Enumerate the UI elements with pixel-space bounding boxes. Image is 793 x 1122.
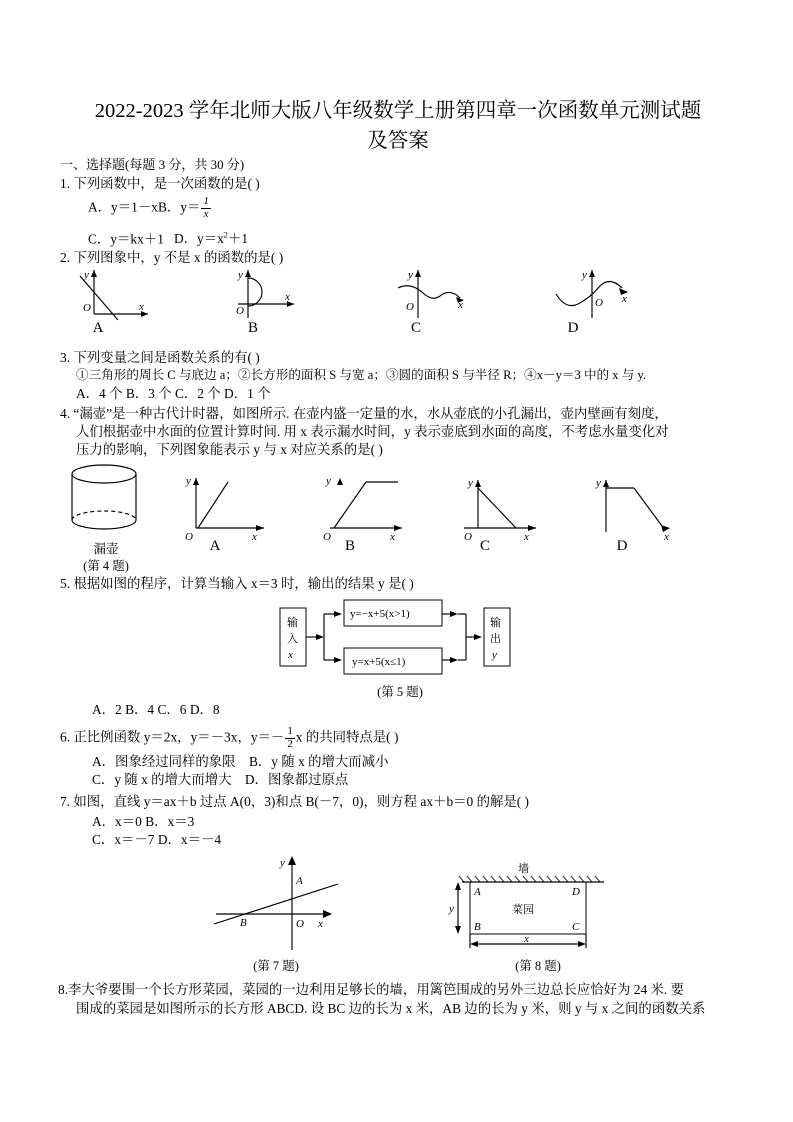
question-4-choice-c-label: C xyxy=(479,538,490,554)
question-8-line-2: 围成的菜园是如图所示的长方形 ABCD. 设 BC 边的长为 x 米，AB 边的长为 y 米，则 y 与 x 之间的函数关系 xyxy=(76,1001,706,1016)
origin-label-q4a: O xyxy=(185,531,193,543)
question-3-options: A．4 个 B．3 个 C．2 个 D．1 个 xyxy=(76,386,271,401)
x-axis-label-q7: x xyxy=(318,918,323,930)
fraction-one-half: $\frac{1}{2}$ xyxy=(287,725,293,750)
x-axis-label-d: x xyxy=(622,293,627,305)
flow-branch-top-formula: y=−x+5(x>1) xyxy=(350,608,410,620)
y-axis-label-a: y xyxy=(84,269,89,281)
flow-output-char-3: y xyxy=(492,649,497,661)
x-axis-label-q4a: x xyxy=(252,531,257,543)
origin-label-d: O xyxy=(595,297,603,309)
origin-label-a: O xyxy=(83,302,91,314)
section-heading: 一、选择题(每题 3 分，共 30 分) xyxy=(60,157,245,172)
question-1-option-c: C．y＝kx＋1 xyxy=(88,231,164,247)
fraction-one-over-x: $\frac{1}{x}$ xyxy=(203,195,209,220)
question-1-options-line-1 xyxy=(88,196,212,220)
y-axis-label-q4d: y xyxy=(596,477,601,489)
y-axis-label-q4b: y xyxy=(326,475,331,487)
question-5-text: 根据如图的程序，计算当输入 x＝3 时，输出的结果 y 是( ) xyxy=(73,576,414,591)
point-b-label: B xyxy=(240,917,247,929)
title-line-2: 及答案 xyxy=(367,130,429,152)
corner-d-label: D xyxy=(572,886,580,898)
garden-label: 菜园 xyxy=(512,904,534,916)
question-6-option-c: C．y 随 x 的增大而增大 xyxy=(92,772,232,787)
y-axis-label-d: y xyxy=(582,269,587,281)
origin-label-b: O xyxy=(236,305,244,317)
question-2-text: 下列图象中，y 不是 x 的函数的是( ) xyxy=(73,250,284,265)
question-1-option-b: B．y＝ xyxy=(157,199,201,215)
question-4-figure-d xyxy=(586,470,696,543)
question-4-figure-b xyxy=(310,470,420,543)
question-8-figure xyxy=(448,858,628,958)
x-axis-label-q4d: x xyxy=(664,531,669,543)
question-4-leakpot-figure xyxy=(62,462,152,542)
flow-input-char-3: x xyxy=(288,649,293,661)
origin-label-q7: O xyxy=(296,918,304,930)
question-2-choice-a-label: A xyxy=(92,320,104,336)
dimension-y-label: y xyxy=(449,903,454,915)
exponent-2: 2 xyxy=(223,231,228,240)
corner-a-label: A xyxy=(474,886,481,898)
question-8-number: 8. xyxy=(58,982,69,997)
page-title xyxy=(55,96,741,156)
question-3-text: 下列变量之间是函数关系的有( ) xyxy=(73,350,260,365)
question-6-text-pre: 正比例函数 y＝2x，y＝－3x，y＝－ xyxy=(73,729,285,745)
dimension-x-label: x xyxy=(524,933,529,945)
question-7-figure-caption: (第 7 题) xyxy=(253,959,299,973)
question-4-line-3: 压力的影响，下列图象能表示 y 与 x 对应关系的是( ) xyxy=(76,442,383,457)
question-8-text-1: 李大爷要围一个长方形菜园，菜园的一边利用足够长的墙，用篱笆围成的另外三边总长应恰好为 24 米. 要 xyxy=(68,982,685,997)
question-8-figure-caption: (第 8 题) xyxy=(515,959,561,973)
question-2-figure-b xyxy=(214,266,309,321)
question-1-number: 1. xyxy=(60,176,71,191)
question-5-flowchart xyxy=(276,598,526,676)
origin-label-q4c: O xyxy=(464,531,472,543)
question-4-figure-number: (第 4 题) xyxy=(83,559,129,573)
question-6-number: 6. xyxy=(60,729,71,745)
question-2-choice-d-label: D xyxy=(567,320,579,336)
question-2-choice-c-label: C xyxy=(410,320,421,336)
question-6-option-a: A．图象经过同样的象限 xyxy=(92,754,236,769)
question-6-option-d: D．图象都过原点 xyxy=(244,772,349,787)
y-axis-label-q4c: y xyxy=(468,477,473,489)
y-axis-label-q4a: y xyxy=(186,475,191,487)
origin-label-c: O xyxy=(406,301,414,313)
question-4-choice-a-label: A xyxy=(209,538,221,554)
question-2-number: 2. xyxy=(60,250,71,265)
question-3-number: 3. xyxy=(60,350,71,365)
question-5-options: A．2 B．4 C．6 D．8 xyxy=(92,702,220,717)
x-axis-label-q4b: x xyxy=(390,531,395,543)
question-7-stem xyxy=(60,792,529,811)
flow-output-char-2: 出 xyxy=(490,633,501,645)
flow-branch-bottom-formula: y=x+5(x≤1) xyxy=(352,656,406,668)
y-axis-label-b: y xyxy=(238,269,243,281)
question-5-stem xyxy=(60,574,414,593)
title-line-1: 2022-2023 学年北师大版八年级数学上册第四章一次函数单元测试题 xyxy=(94,100,702,122)
corner-c-label: C xyxy=(572,921,580,933)
y-axis-label-c: y xyxy=(408,269,413,281)
y-axis-label-q7: y xyxy=(280,857,285,869)
question-4-line-1 xyxy=(60,404,668,423)
question-4-leakpot-caption: 漏壶 xyxy=(93,542,119,556)
point-a-label: A xyxy=(296,875,303,887)
question-2-stem xyxy=(60,248,283,267)
question-7-options-line-2: C．x＝－7 D．x＝－4 xyxy=(92,832,222,847)
question-4-line-2: 人们根据壶中水面的位置计算时间. 用 x 表示漏水时间，y 表示壶底到水面的高度，不考虑水量变化对 xyxy=(76,424,669,439)
question-4-choice-d-label: D xyxy=(616,538,628,554)
question-6-text-post: x 的共同特点是( ) xyxy=(295,729,399,745)
question-5-figure-caption: (第 5 题) xyxy=(377,685,423,699)
question-8-line-1 xyxy=(58,980,684,999)
corner-b-label: B xyxy=(474,921,481,933)
x-axis-label-a: x xyxy=(139,301,144,313)
question-1-options-line-2 xyxy=(88,226,248,248)
question-1-stem xyxy=(60,174,260,193)
question-7-text: 如图，直线 y＝ax＋b 过点 A(0，3)和点 B(－7，0)，则方程 ax＋b＝0 的解是( ) xyxy=(73,794,530,809)
x-axis-label-q4c: x xyxy=(524,531,529,543)
question-7-figure xyxy=(196,852,356,957)
question-3-items: ①三角形的周长 C 与底边 a；②长方形的面积 S 与宽 a；③圆的面积 S 与半径 R；④x－y＝3 中的 x 与 y. xyxy=(76,368,647,382)
question-6-stem xyxy=(60,726,398,750)
question-4-figure-a xyxy=(172,470,282,543)
question-7-number: 7. xyxy=(60,794,71,809)
flow-output-char-1: 输 xyxy=(490,617,501,629)
x-axis-label-c: x xyxy=(458,299,463,311)
question-6-options-line-1 xyxy=(92,752,388,771)
question-1-option-a: A．y＝1－x xyxy=(88,199,158,215)
question-4-number: 4. xyxy=(60,406,71,421)
question-6-option-b: B．y 随 x 的增大而减小 xyxy=(248,754,389,769)
question-1-option-d: D．$y=x^2+1$ xyxy=(173,231,249,247)
question-2-figure-d xyxy=(548,266,643,321)
wall-label: 墙 xyxy=(518,863,529,875)
question-4-figure-c xyxy=(448,470,558,543)
flow-input-char-2: 入 xyxy=(287,633,298,645)
question-2-figure-a xyxy=(66,266,161,321)
question-1-text: 下列函数中，是一次函数的是( ) xyxy=(73,176,260,191)
question-4-text-1: “漏壶”是一种古代计时器，如图所示. 在壶内盛一定量的水，水从壶底的小孔漏出，壶内壁画有刻度， xyxy=(73,406,668,421)
question-7-options-line-1: A．x＝0 B．x＝3 xyxy=(92,814,195,829)
flow-input-char-1: 输 xyxy=(287,617,298,629)
question-4-choice-b-label: B xyxy=(344,538,355,554)
x-axis-label-b: x xyxy=(285,291,290,303)
question-6-options-line-2 xyxy=(92,770,348,789)
question-2-figure-c xyxy=(388,266,483,321)
origin-label-q4b: O xyxy=(323,531,331,543)
question-3-stem xyxy=(60,348,260,367)
question-5-number: 5. xyxy=(60,576,71,591)
question-2-choice-b-label: B xyxy=(247,320,258,336)
